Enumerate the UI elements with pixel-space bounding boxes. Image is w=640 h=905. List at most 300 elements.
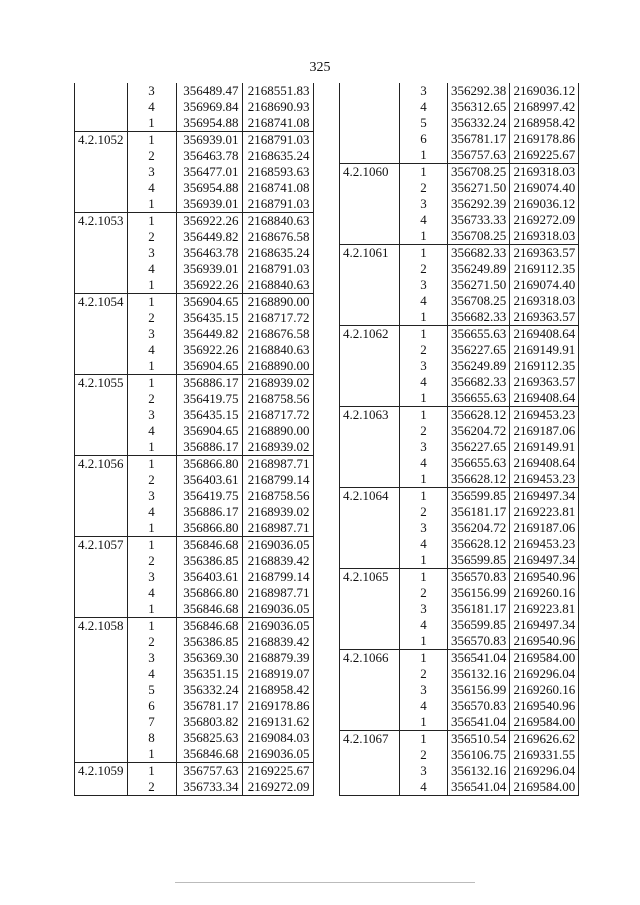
section-cell: 4.2.1067 (340, 731, 400, 748)
section-cell (340, 617, 400, 633)
x-coordinate-cell: 356449.82 (176, 229, 242, 245)
point-number-cell: 1 (127, 358, 176, 375)
x-coordinate-cell: 356708.25 (448, 228, 510, 245)
y-coordinate-cell: 2169260.16 (510, 585, 579, 601)
section-cell (75, 634, 128, 650)
point-number-cell: 4 (127, 261, 176, 277)
point-number-cell: 3 (400, 83, 448, 99)
point-number-cell: 1 (400, 309, 448, 326)
table-row (75, 261, 314, 277)
point-number-cell: 1 (127, 213, 176, 230)
x-coordinate-cell: 356599.85 (448, 488, 510, 505)
y-coordinate-cell: 2168676.58 (242, 229, 313, 245)
table-row (340, 552, 579, 569)
x-coordinate-cell: 356922.26 (176, 213, 242, 230)
table-row (340, 536, 579, 552)
y-coordinate-cell: 2169272.09 (510, 212, 579, 228)
point-number-cell: 2 (400, 261, 448, 277)
point-number-cell: 3 (127, 245, 176, 261)
y-coordinate-cell: 2168717.72 (242, 310, 313, 326)
x-coordinate-cell: 356904.65 (176, 358, 242, 375)
table-row (340, 131, 579, 147)
x-coordinate-cell: 356386.85 (176, 553, 242, 569)
y-coordinate-cell: 2169074.40 (510, 180, 579, 196)
point-number-cell: 3 (400, 439, 448, 455)
x-coordinate-cell: 356292.38 (448, 83, 510, 99)
table-row (75, 472, 314, 488)
section-cell: 4.2.1063 (340, 407, 400, 424)
table-row (75, 456, 314, 473)
x-coordinate-cell: 356886.17 (176, 375, 242, 392)
y-coordinate-cell: 2168717.72 (242, 407, 313, 423)
x-coordinate-cell: 356655.63 (448, 326, 510, 343)
table-row (75, 569, 314, 585)
table-row (75, 83, 314, 99)
section-cell (75, 553, 128, 569)
point-number-cell: 1 (127, 746, 176, 763)
y-coordinate-cell: 2169318.03 (510, 164, 579, 181)
point-number-cell: 2 (127, 472, 176, 488)
point-number-cell: 2 (400, 747, 448, 763)
table-row (340, 83, 579, 99)
point-number-cell: 1 (127, 132, 176, 149)
table-row (340, 326, 579, 343)
y-coordinate-cell: 2168958.42 (242, 682, 313, 698)
section-cell (340, 261, 400, 277)
y-coordinate-cell: 2168890.00 (242, 294, 313, 311)
point-number-cell: 1 (400, 714, 448, 731)
point-number-cell: 3 (127, 326, 176, 342)
point-number-cell: 4 (400, 293, 448, 309)
table-row (340, 245, 579, 262)
table-row (75, 634, 314, 650)
point-number-cell: 2 (400, 342, 448, 358)
x-coordinate-cell: 356249.89 (448, 261, 510, 277)
table-row (340, 617, 579, 633)
section-cell: 4.2.1062 (340, 326, 400, 343)
x-coordinate-cell: 356463.78 (176, 245, 242, 261)
y-coordinate-cell: 2169453.23 (510, 471, 579, 488)
point-number-cell: 2 (400, 423, 448, 439)
section-cell (340, 180, 400, 196)
table-row (340, 682, 579, 698)
x-coordinate-cell: 356628.12 (448, 407, 510, 424)
x-coordinate-cell: 356825.63 (176, 730, 242, 746)
section-cell: 4.2.1054 (75, 294, 128, 311)
x-coordinate-cell: 356803.82 (176, 714, 242, 730)
table-row (75, 666, 314, 682)
table-row (75, 585, 314, 601)
x-coordinate-cell: 356271.50 (448, 180, 510, 196)
y-coordinate-cell: 2169363.57 (510, 245, 579, 262)
table-row (75, 618, 314, 635)
section-cell (340, 293, 400, 309)
x-coordinate-cell: 356386.85 (176, 634, 242, 650)
section-cell (340, 747, 400, 763)
x-coordinate-cell: 356733.34 (176, 779, 242, 796)
point-number-cell: 1 (400, 633, 448, 650)
x-coordinate-cell: 356846.68 (176, 746, 242, 763)
table-row (75, 730, 314, 746)
y-coordinate-cell: 2168840.63 (242, 342, 313, 358)
point-number-cell: 1 (400, 147, 448, 164)
table-row (340, 261, 579, 277)
y-coordinate-cell: 2168791.03 (242, 261, 313, 277)
point-number-cell: 1 (400, 471, 448, 488)
section-cell (340, 358, 400, 374)
point-number-cell: 4 (127, 342, 176, 358)
section-cell: 4.2.1053 (75, 213, 128, 230)
x-coordinate-cell: 356781.17 (176, 698, 242, 714)
y-coordinate-cell: 2169272.09 (242, 779, 313, 796)
x-coordinate-cell: 356682.33 (448, 309, 510, 326)
section-cell (75, 682, 128, 698)
y-coordinate-cell: 2168676.58 (242, 326, 313, 342)
point-number-cell: 1 (400, 488, 448, 505)
section-cell: 4.2.1059 (75, 763, 128, 780)
point-number-cell: 4 (400, 212, 448, 228)
x-coordinate-cell: 356541.04 (448, 714, 510, 731)
section-cell: 4.2.1058 (75, 618, 128, 635)
x-coordinate-cell: 356939.01 (176, 196, 242, 213)
coordinate-table-right (339, 83, 579, 796)
x-coordinate-cell: 356435.15 (176, 310, 242, 326)
section-cell (75, 342, 128, 358)
point-number-cell: 1 (127, 618, 176, 635)
y-coordinate-cell: 2168987.71 (242, 456, 313, 473)
x-coordinate-cell: 356227.65 (448, 439, 510, 455)
section-cell (340, 99, 400, 115)
y-coordinate-cell: 2169223.81 (510, 504, 579, 520)
y-coordinate-cell: 2169584.00 (510, 714, 579, 731)
y-coordinate-cell: 2168635.24 (242, 148, 313, 164)
table-row (75, 553, 314, 569)
table-row (340, 293, 579, 309)
y-coordinate-cell: 2169453.23 (510, 407, 579, 424)
point-number-cell: 2 (127, 634, 176, 650)
table-row (340, 358, 579, 374)
table-row (75, 196, 314, 213)
section-cell (75, 520, 128, 537)
table-row (75, 375, 314, 392)
table-row (75, 520, 314, 537)
x-coordinate-cell: 356570.83 (448, 633, 510, 650)
y-coordinate-cell: 2169036.05 (242, 537, 313, 554)
table-row (340, 633, 579, 650)
y-coordinate-cell: 2168758.56 (242, 391, 313, 407)
point-number-cell: 1 (127, 520, 176, 537)
y-coordinate-cell: 2169112.35 (510, 358, 579, 374)
section-cell (75, 277, 128, 294)
y-coordinate-cell: 2169584.00 (510, 779, 579, 796)
table-row (340, 666, 579, 682)
point-number-cell: 4 (400, 99, 448, 115)
y-coordinate-cell: 2169296.04 (510, 666, 579, 682)
bottom-rule (175, 882, 475, 883)
point-number-cell: 3 (127, 488, 176, 504)
section-cell (75, 83, 128, 99)
point-number-cell: 3 (400, 277, 448, 293)
table-row (340, 164, 579, 181)
section-cell (75, 585, 128, 601)
y-coordinate-cell: 2168593.63 (242, 164, 313, 180)
point-number-cell: 1 (400, 164, 448, 181)
section-cell: 4.2.1064 (340, 488, 400, 505)
table-row (75, 650, 314, 666)
section-cell (340, 309, 400, 326)
y-coordinate-cell: 2168939.02 (242, 439, 313, 456)
x-coordinate-cell: 356463.78 (176, 148, 242, 164)
y-coordinate-cell: 2169497.34 (510, 552, 579, 569)
x-coordinate-cell: 356954.88 (176, 180, 242, 196)
section-cell (75, 714, 128, 730)
x-coordinate-cell: 356435.15 (176, 407, 242, 423)
point-number-cell: 4 (400, 374, 448, 390)
x-coordinate-cell: 356403.61 (176, 569, 242, 585)
section-cell: 4.2.1065 (340, 569, 400, 586)
y-coordinate-cell: 2169453.23 (510, 536, 579, 552)
section-cell (340, 83, 400, 99)
point-number-cell: 4 (400, 455, 448, 471)
x-coordinate-cell: 356204.72 (448, 423, 510, 439)
table-row (75, 488, 314, 504)
table-row (75, 779, 314, 796)
x-coordinate-cell: 356846.68 (176, 537, 242, 554)
y-coordinate-cell: 2168741.08 (242, 180, 313, 196)
section-cell: 4.2.1057 (75, 537, 128, 554)
point-number-cell: 2 (400, 504, 448, 520)
point-number-cell: 3 (400, 196, 448, 212)
y-coordinate-cell: 2169036.05 (242, 618, 313, 635)
section-cell (75, 488, 128, 504)
section-cell (75, 472, 128, 488)
table-row (340, 747, 579, 763)
x-coordinate-cell: 356954.88 (176, 115, 242, 132)
section-cell (340, 633, 400, 650)
point-number-cell: 3 (400, 520, 448, 536)
y-coordinate-cell: 2168939.02 (242, 504, 313, 520)
section-cell (75, 504, 128, 520)
point-number-cell: 1 (400, 552, 448, 569)
point-number-cell: 1 (127, 456, 176, 473)
point-number-cell: 1 (127, 277, 176, 294)
table-row (75, 698, 314, 714)
x-coordinate-cell: 356351.15 (176, 666, 242, 682)
table-row (75, 601, 314, 618)
y-coordinate-cell: 2169131.62 (242, 714, 313, 730)
y-coordinate-cell: 2168890.00 (242, 423, 313, 439)
y-coordinate-cell: 2168551.83 (242, 83, 313, 99)
table-row (75, 99, 314, 115)
point-number-cell: 1 (127, 294, 176, 311)
x-coordinate-cell: 356866.80 (176, 585, 242, 601)
section-cell (340, 212, 400, 228)
x-coordinate-cell: 356332.24 (176, 682, 242, 698)
point-number-cell: 1 (127, 537, 176, 554)
x-coordinate-cell: 356204.72 (448, 520, 510, 536)
point-number-cell: 3 (400, 682, 448, 698)
table-row (75, 229, 314, 245)
point-number-cell: 4 (127, 180, 176, 196)
section-cell (340, 763, 400, 779)
point-number-cell: 5 (127, 682, 176, 698)
section-cell (340, 471, 400, 488)
table-row (340, 180, 579, 196)
x-coordinate-cell: 356708.25 (448, 293, 510, 309)
y-coordinate-cell: 2168840.63 (242, 213, 313, 230)
y-coordinate-cell: 2169149.91 (510, 439, 579, 455)
x-coordinate-cell: 356489.47 (176, 83, 242, 99)
table-row (75, 277, 314, 294)
section-cell (75, 261, 128, 277)
x-coordinate-cell: 356156.99 (448, 585, 510, 601)
table-row (75, 714, 314, 730)
section-cell (340, 374, 400, 390)
section-cell: 4.2.1066 (340, 650, 400, 667)
section-cell (75, 245, 128, 261)
section-cell (75, 601, 128, 618)
y-coordinate-cell: 2168987.71 (242, 585, 313, 601)
y-coordinate-cell: 2169540.96 (510, 633, 579, 650)
x-coordinate-cell: 356570.83 (448, 698, 510, 714)
x-coordinate-cell: 356628.12 (448, 536, 510, 552)
point-number-cell: 1 (127, 763, 176, 780)
point-number-cell: 5 (400, 115, 448, 131)
x-coordinate-cell: 356419.75 (176, 488, 242, 504)
section-cell (340, 147, 400, 164)
x-coordinate-cell: 356682.33 (448, 245, 510, 262)
y-coordinate-cell: 2169626.62 (510, 731, 579, 748)
point-number-cell: 4 (127, 666, 176, 682)
table-row (75, 746, 314, 763)
point-number-cell: 7 (127, 714, 176, 730)
table-row (340, 601, 579, 617)
x-coordinate-cell: 356846.68 (176, 601, 242, 618)
table-row (75, 148, 314, 164)
point-number-cell: 2 (127, 148, 176, 164)
table-row (340, 99, 579, 115)
y-coordinate-cell: 2168791.03 (242, 132, 313, 149)
point-number-cell: 4 (127, 504, 176, 520)
section-cell (340, 455, 400, 471)
table-row (75, 391, 314, 407)
y-coordinate-cell: 2169178.86 (242, 698, 313, 714)
y-coordinate-cell: 2169408.64 (510, 455, 579, 471)
table-row (340, 763, 579, 779)
x-coordinate-cell: 356599.85 (448, 617, 510, 633)
y-coordinate-cell: 2168890.00 (242, 358, 313, 375)
x-coordinate-cell: 356708.25 (448, 164, 510, 181)
point-number-cell: 1 (400, 407, 448, 424)
section-cell (75, 730, 128, 746)
point-number-cell: 4 (400, 617, 448, 633)
y-coordinate-cell: 2169584.00 (510, 650, 579, 667)
section-cell (340, 277, 400, 293)
section-cell (75, 407, 128, 423)
y-coordinate-cell: 2168635.24 (242, 245, 313, 261)
point-number-cell: 1 (400, 326, 448, 343)
point-number-cell: 1 (127, 601, 176, 618)
y-coordinate-cell: 2168840.63 (242, 277, 313, 294)
table-row (340, 196, 579, 212)
y-coordinate-cell: 2168690.93 (242, 99, 313, 115)
x-coordinate-cell: 356227.65 (448, 342, 510, 358)
x-coordinate-cell: 356904.65 (176, 423, 242, 439)
table-row (75, 358, 314, 375)
y-coordinate-cell: 2169318.03 (510, 228, 579, 245)
section-cell (340, 536, 400, 552)
y-coordinate-cell: 2169149.91 (510, 342, 579, 358)
x-coordinate-cell: 356271.50 (448, 277, 510, 293)
table-row (340, 407, 579, 424)
point-number-cell: 4 (400, 536, 448, 552)
x-coordinate-cell: 356866.80 (176, 520, 242, 537)
section-cell (75, 746, 128, 763)
table-row (340, 731, 579, 748)
y-coordinate-cell: 2169497.34 (510, 488, 579, 505)
x-coordinate-cell: 356628.12 (448, 471, 510, 488)
point-number-cell: 3 (127, 407, 176, 423)
section-cell (340, 585, 400, 601)
x-coordinate-cell: 356332.24 (448, 115, 510, 131)
section-cell: 4.2.1055 (75, 375, 128, 392)
y-coordinate-cell: 2169112.35 (510, 261, 579, 277)
y-coordinate-cell: 2169178.86 (510, 131, 579, 147)
y-coordinate-cell: 2168741.08 (242, 115, 313, 132)
point-number-cell: 1 (127, 439, 176, 456)
y-coordinate-cell: 2168791.03 (242, 196, 313, 213)
table-row (75, 763, 314, 780)
x-coordinate-cell: 356757.63 (176, 763, 242, 780)
point-number-cell: 1 (400, 390, 448, 407)
y-coordinate-cell: 2169036.05 (242, 601, 313, 618)
section-cell (75, 148, 128, 164)
table-row (75, 682, 314, 698)
section-cell (75, 358, 128, 375)
section-cell (340, 666, 400, 682)
table-row (75, 310, 314, 326)
x-coordinate-cell: 356922.26 (176, 277, 242, 294)
point-number-cell: 2 (127, 310, 176, 326)
coordinate-table-left (74, 83, 314, 796)
table-row (75, 115, 314, 132)
table-row (75, 439, 314, 456)
y-coordinate-cell: 2168958.42 (510, 115, 579, 131)
y-coordinate-cell: 2169540.96 (510, 569, 579, 586)
section-cell (340, 552, 400, 569)
x-coordinate-cell: 356477.01 (176, 164, 242, 180)
table-row (340, 423, 579, 439)
y-coordinate-cell: 2169223.81 (510, 601, 579, 617)
y-coordinate-cell: 2168879.39 (242, 650, 313, 666)
y-coordinate-cell: 2169225.67 (510, 147, 579, 164)
point-number-cell: 3 (127, 569, 176, 585)
section-cell (75, 779, 128, 796)
section-cell (75, 99, 128, 115)
table-row (75, 164, 314, 180)
x-coordinate-cell: 356312.65 (448, 99, 510, 115)
table-row (340, 212, 579, 228)
table-row (340, 698, 579, 714)
point-number-cell: 8 (127, 730, 176, 746)
x-coordinate-cell: 356419.75 (176, 391, 242, 407)
section-cell (340, 439, 400, 455)
x-coordinate-cell: 356106.75 (448, 747, 510, 763)
section-cell: 4.2.1061 (340, 245, 400, 262)
y-coordinate-cell: 2169187.06 (510, 520, 579, 536)
table-row (340, 569, 579, 586)
x-coordinate-cell: 356449.82 (176, 326, 242, 342)
